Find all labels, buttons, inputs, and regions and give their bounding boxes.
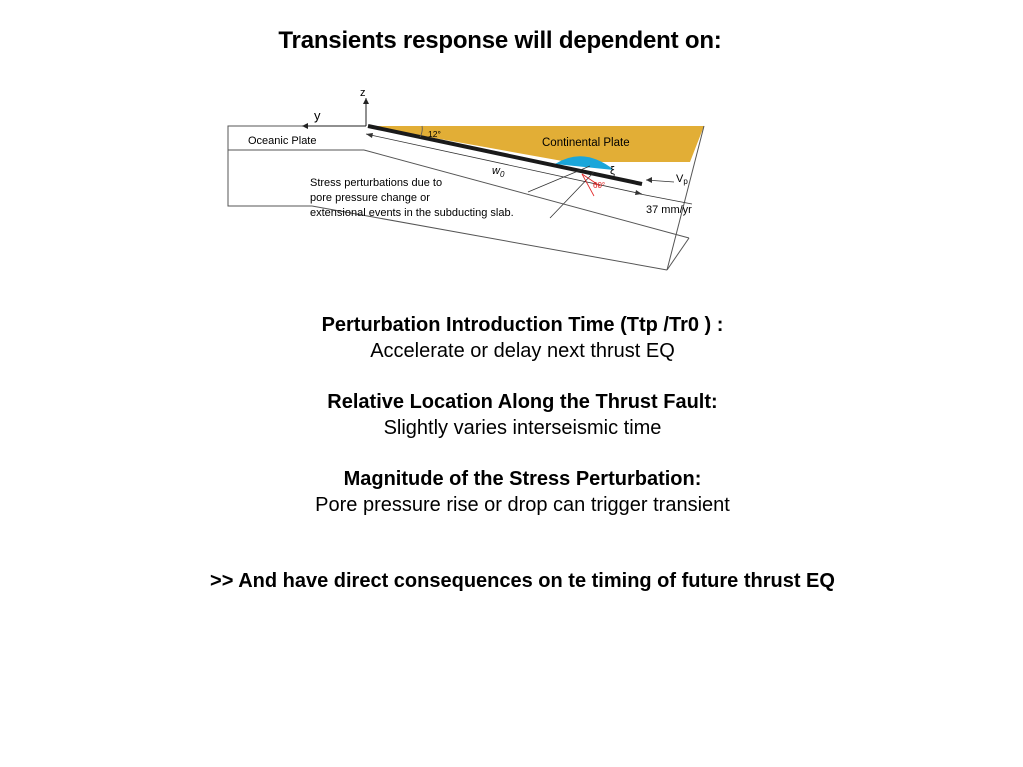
section-heading: Relative Location Along the Thrust Fault: [327, 391, 718, 413]
stress-pointer-1 [528, 166, 590, 192]
red-angle-label: 60° [593, 181, 606, 190]
rate-dimension-line [640, 194, 692, 204]
w0-label: $w_0$ [492, 165, 505, 179]
vp-label: Vp [676, 173, 688, 186]
z-axis-label: z [360, 87, 366, 99]
y-axis-arrowhead [302, 123, 308, 129]
stress-caption-line: Stress perturbations due to [310, 177, 443, 189]
section-stress-magnitude [0, 466, 1023, 518]
vp-arrowhead [646, 177, 652, 183]
oceanic-plate-label: Oceanic Plate [248, 135, 317, 147]
y-axis-label: y [314, 108, 321, 123]
stress-caption [310, 177, 514, 219]
subduction-diagram [222, 82, 712, 277]
continental-plate [368, 126, 704, 162]
section-introduction-time [0, 312, 1023, 364]
stress-caption-line: extensional events in the subducting slab. [310, 207, 514, 219]
section-text: Pore pressure rise or drop can trigger transient [315, 494, 730, 516]
xi-label: ξ [610, 165, 615, 177]
section-heading: Magnitude of the Stress Perturbation: [343, 468, 702, 490]
w0-arrow-left [366, 133, 373, 138]
dip-angle-label: 12° [428, 129, 441, 139]
continental-plate-label: Continental Plate [542, 137, 630, 149]
conclusion-text: >> And have direct consequences on te timing of future thrust EQ [210, 570, 835, 592]
rate-label: 37 mm/yr [646, 204, 692, 216]
section-text: Slightly varies interseismic time [383, 417, 662, 439]
slide-title: Transients response will dependent on: [278, 27, 722, 54]
stress-caption-line: pore pressure change or [310, 192, 430, 204]
slab-right-edge [667, 238, 689, 270]
section-text: Accelerate or delay next thrust EQ [370, 340, 675, 362]
section-relative-location [0, 389, 1023, 441]
section-heading: Perturbation Introduction Time (Ttp /Tr0 ) : [321, 314, 724, 336]
